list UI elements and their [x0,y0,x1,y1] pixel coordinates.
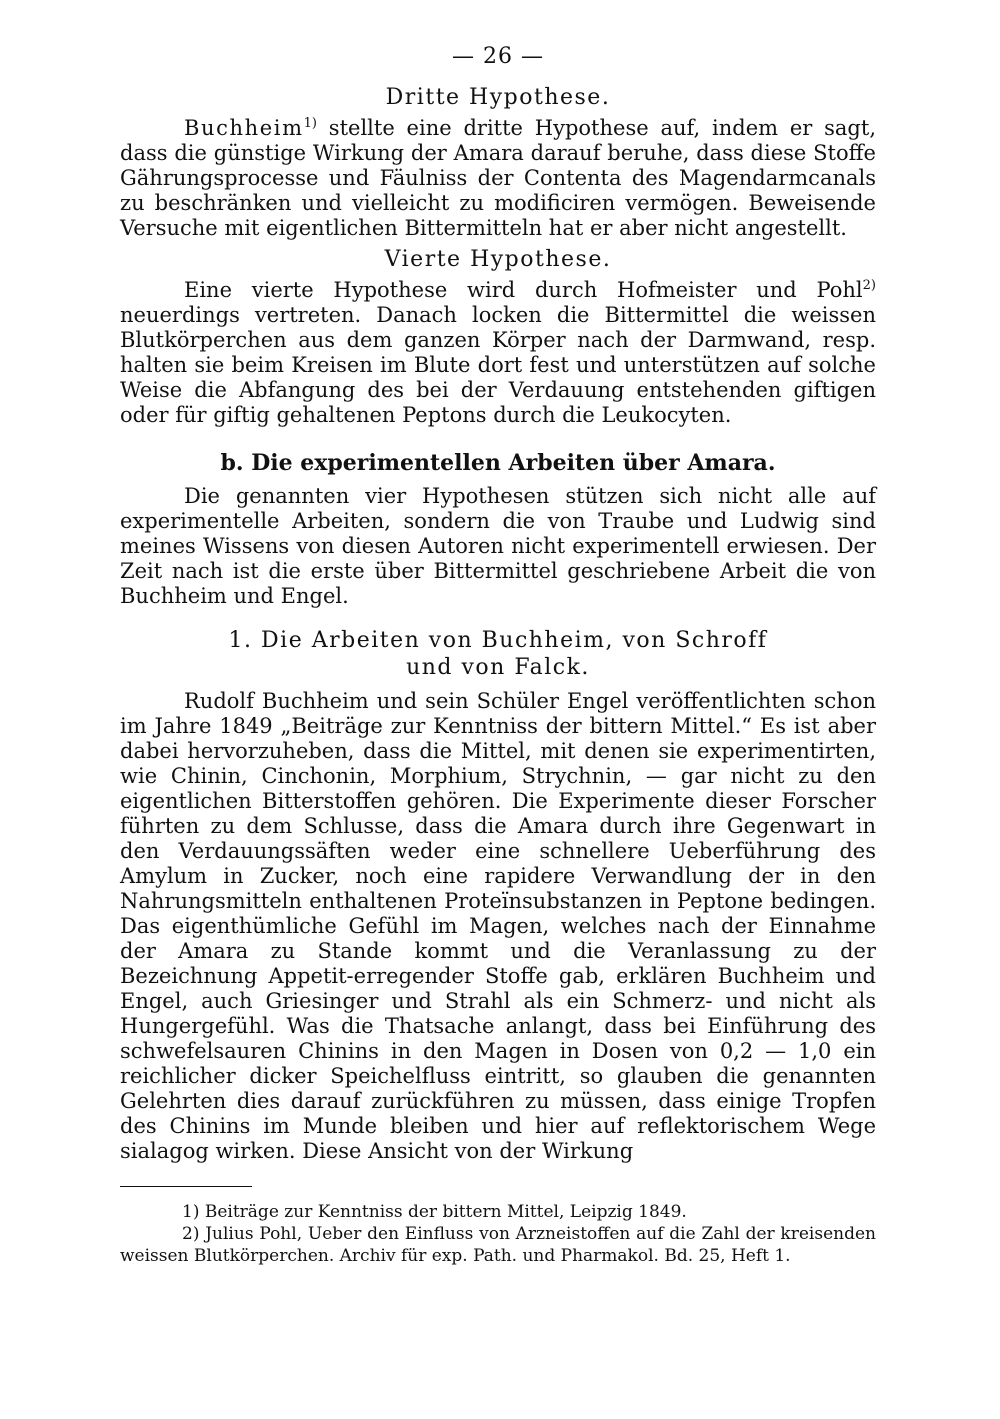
heading-fourth-hypothesis: Vierte Hypothese. [384,247,612,272]
paragraph-text: neuerdings vertreten. Danach locken die Bittermittel die weissen Blutkörperchen aus dem ganzen Körper nach der Darmwand, resp. halten sie beim Kreisen im Blute dort fest und unterstützen auf solche Weise die Abfangung des bei der Verdauung entstehenden giftigen oder für giftig gehaltenen Peptons durch die Leukocyten. [120,303,876,427]
paragraph-fourth-hypothesis [120,278,876,428]
footnote-divider [120,1186,252,1187]
paragraph-text: stellte eine dritte Hypothese auf, indem er sagt, dass die günstige Wirkung der Amara darauf beruhe, dass diese Stoffe Gährungsprocesse und Fäulniss der Contenta des Magendarmcanals zu beschränken und vielleicht zu modificiren vermögen. Beweisende Versuche mit eigentlichen Bittermitteln hat er aber nicht angestellt. [120,116,876,240]
paragraph-subsection-1: Rudolf Buchheim und sein Schüler Engel veröffentlichten schon im Jahre 1849 „Beiträge zur Kenntniss der bittern Mittel.“ Es ist aber dabei hervorzuheben, dass die Mittel, mit denen sie experimentirten, wie Chinin, Cinchonin, Morphium, Strychnin, — gar nicht zu den eigentlichen Bitterstoffen gehören. Die Experimente dieser Forscher führten zu dem Schlusse, dass die Amara durch ihre Gegenwart in den Verdauungssäften weder eine schnellere Ueberführung des Amylum in Zucker, noch eine rapidere Verwandlung der in den Nahrungsmitteln enthaltenen Proteïnsubstanzen in Peptone bedingen. Das eigenthümliche Gefühl im Magen, welches nach der Einnahme der Amara zu Stande kommt und die Veranlassung zu der Bezeichnung Appetit-erregender Stoffe gab, erklären Buchheim und Engel, auch Griesinger und Strahl als ein Schmerz- und nicht als Hungergefühl. Was die Thatsache anlangt, dass bei Einführung des schwefelsauren Chinins in den Magen in Dosen von 0,2 — 1,0 ein reichlicher dicker Speichelfluss eintritt, so glauben die genannten Gelehrten dies darauf zurückführen zu müssen, dass einige Tropfen des Chinins im Munde bleiben und hier auf reflektorischem Wege sialagog wirken. Diese Ansicht von der Wirkung [120,689,876,1163]
heading-subsection-1 [120,627,876,681]
paragraph-third-hypothesis [120,116,876,241]
heading-line: und von Falck. [406,655,590,680]
footnote-1: 1) Beiträge zur Kenntniss der bittern Mittel, Leipzig 1849. [182,1202,687,1222]
footnote-ref-1: 1) [303,116,317,131]
footnote-ref-2: 2) [862,278,876,293]
heading-line: 1. Die Arbeiten von Buchheim, von Schroff [228,628,768,653]
heading-third-hypothesis: Dritte Hypothese. [385,85,611,110]
paragraph-section-b: Die genannten vier Hypothesen stützen sich nicht alle auf experimentelle Arbeiten, sondern die von Traube und Ludwig sind meines Wissens von diesen Autoren nicht experimentell erwiesen. Der Zeit nach ist die erste über Bittermittel geschriebene Arbeit die von Buchheim und Engel. [120,484,876,608]
paragraph-text: Eine vierte Hypothese wird durch Hofmeister und Pohl [184,278,863,302]
heading-section-b: b. Die experimentellen Arbeiten über Amara. [220,450,776,476]
author-name: Buchheim [184,116,304,140]
footnote-2: 2) Julius Pohl, Ueber den Einfluss von Arzneistoffen auf die Zahl der kreisenden weissen Blutkörperchen. Archiv für exp. Path. und Pharmakol. Bd. 25, Heft 1. [120,1224,876,1266]
page-number: — 26 — [452,44,544,69]
